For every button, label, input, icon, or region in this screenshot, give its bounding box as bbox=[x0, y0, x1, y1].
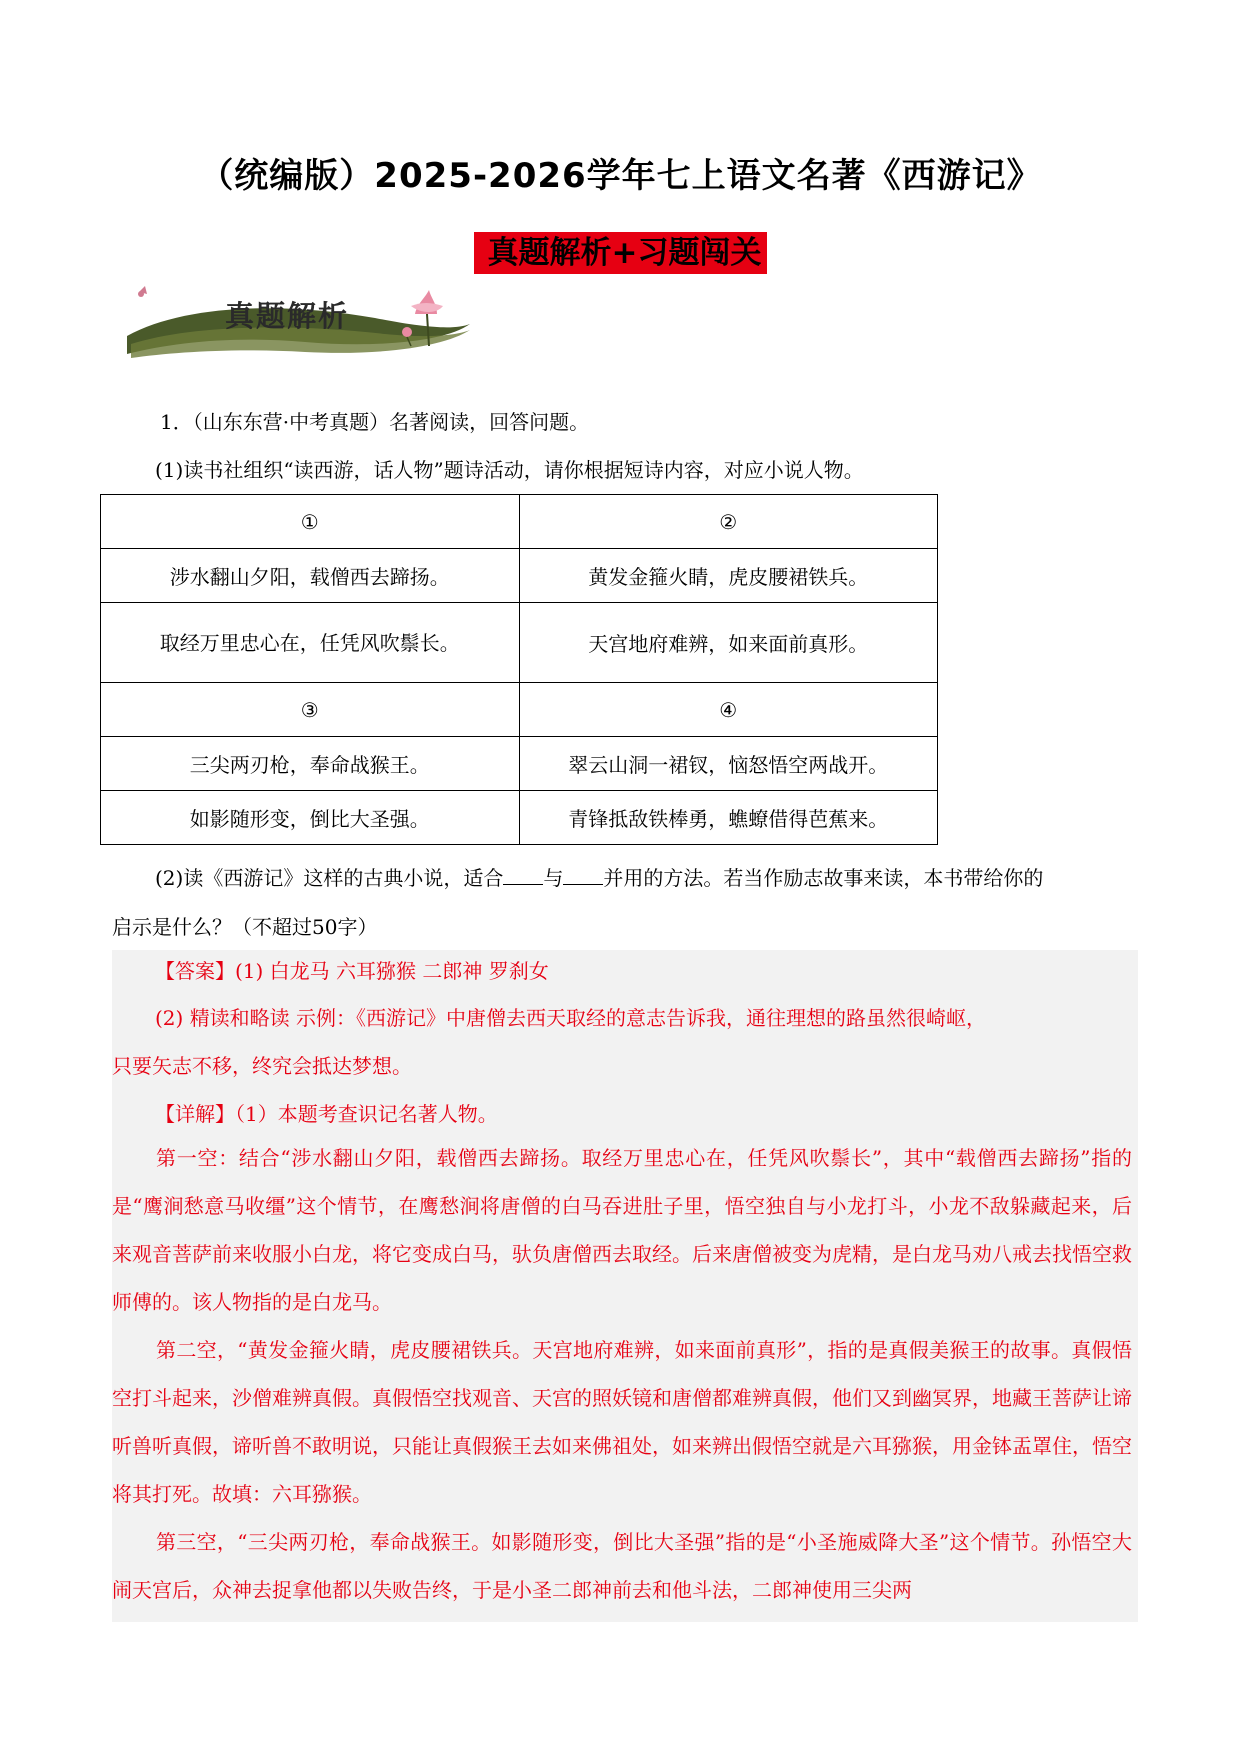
answer-line-2: (2) 精读和略读 示例：《西游记》中唐僧去西天取经的意志告诉我，通往理想的路虽然很崎岖， bbox=[155, 1006, 987, 1030]
section-banner-label: 真题解析 bbox=[225, 299, 350, 333]
question-part2-end: 并用的方法。若当作励志故事来读，本书带给你的 bbox=[603, 866, 1044, 890]
detail-heading: 【详解】（1）本题考查识记名著人物。 bbox=[155, 1102, 498, 1126]
table-cell: 青锋抵敌铁棒勇，蟭蟟借得芭蕉来。 bbox=[519, 791, 938, 845]
question-part2-mid: 与 bbox=[543, 866, 564, 890]
subtitle-banner: 真题解析+习题闯关 bbox=[474, 232, 768, 274]
table-row bbox=[101, 683, 938, 737]
table-cell: 天宫地府难辨，如来面前真形。 bbox=[519, 603, 938, 683]
question-part2-text: (2)读《西游记》这样的古典小说，适合 bbox=[155, 866, 504, 890]
table-row bbox=[101, 603, 938, 683]
table-cell: 取经万里忠心在，任凭风吹鬃长。 bbox=[101, 603, 520, 683]
table-cell: ① bbox=[101, 495, 520, 549]
question-stem: 1．（山东东营·中考真题）名著阅读，回答问题。 bbox=[160, 410, 590, 434]
question-part2 bbox=[155, 862, 1043, 891]
detail-paragraph-2: 第二空，“黄发金箍火睛，虎皮腰裙铁兵。天宫地府难辨，如来面前真形”，指的是真假美猴王的故事。真假悟空打斗起来，沙僧难辨真假。真假悟空找观音、天宫的照妖镜和唐僧都难辨真假，他们又到幽冥界，地藏王菩萨让谛听兽听真假，谛听兽不敢明说，只能让真假猴王去如来佛祖处，如来辨出假悟空就是六耳猕猴，用金钵盂罩住，悟空将其打死。故填：六耳猕猴。 bbox=[112, 1338, 1132, 1506]
table-row bbox=[101, 495, 938, 549]
detail-paragraph-1: 第一空：结合“涉水翻山夕阳，载僧西去蹄扬。取经万里忠心在，任凭风吹鬃长”，其中“载僧西去蹄扬”指的是“鹰涧愁意马收缰”这个情节，在鹰愁涧将唐僧的白马吞进肚子里，悟空独自与小龙打斗，小龙不敌躲藏起来，后来观音菩萨前来收服小白龙，将它变成白马，驮负唐僧西去取经。后来唐僧被变为虎精，是白龙马劝八戒去找悟空救师傅的。该人物指的是白龙马。 bbox=[112, 1146, 1132, 1314]
table-cell: 如影随形变，倒比大圣强。 bbox=[101, 791, 520, 845]
question-part1: (1)读书社组织“读西游，话人物”题诗活动，请你根据短诗内容，对应小说人物。 bbox=[155, 458, 864, 482]
document-title: （统编版）2025-2026学年七上语文名著《西游记》 bbox=[199, 156, 1042, 196]
table-row bbox=[101, 737, 938, 791]
answer-blank bbox=[563, 866, 603, 885]
table-cell: 黄发金箍火睛，虎皮腰裙铁兵。 bbox=[519, 549, 938, 603]
table-cell: ④ bbox=[519, 683, 938, 737]
table-cell: 三尖两刃枪，奉命战猴王。 bbox=[101, 737, 520, 791]
table-cell: 涉水翻山夕阳，载僧西去蹄扬。 bbox=[101, 549, 520, 603]
table-cell: 翠云山洞一裙钗，恼怒悟空两战开。 bbox=[519, 737, 938, 791]
question-part2-cont: 启示是什么？（不超过50字） bbox=[112, 915, 378, 939]
section-banner bbox=[125, 284, 475, 364]
answer-line-1: 【答案】(1) 白龙马 六耳猕猴 二郎神 罗刹女 bbox=[155, 959, 549, 983]
detail-paragraph-3: 第三空，“三尖两刃枪，奉命战猴王。如影随形变，倒比大圣强”指的是“小圣施威降大圣”这个情节。孙悟空大闹天宫后，众神去捉拿他都以失败告终，于是小圣二郎神前去和他斗法，二郎神使用三尖两 bbox=[112, 1530, 1132, 1602]
answer-blank bbox=[503, 866, 543, 885]
poem-table bbox=[100, 494, 938, 845]
answer-line-3: 只要矢志不移，终究会抵达梦想。 bbox=[112, 1054, 412, 1078]
table-row bbox=[101, 549, 938, 603]
table-cell: ② bbox=[519, 495, 938, 549]
subtitle-wrap bbox=[0, 232, 1241, 274]
table-cell: ③ bbox=[101, 683, 520, 737]
table-row bbox=[101, 791, 938, 845]
